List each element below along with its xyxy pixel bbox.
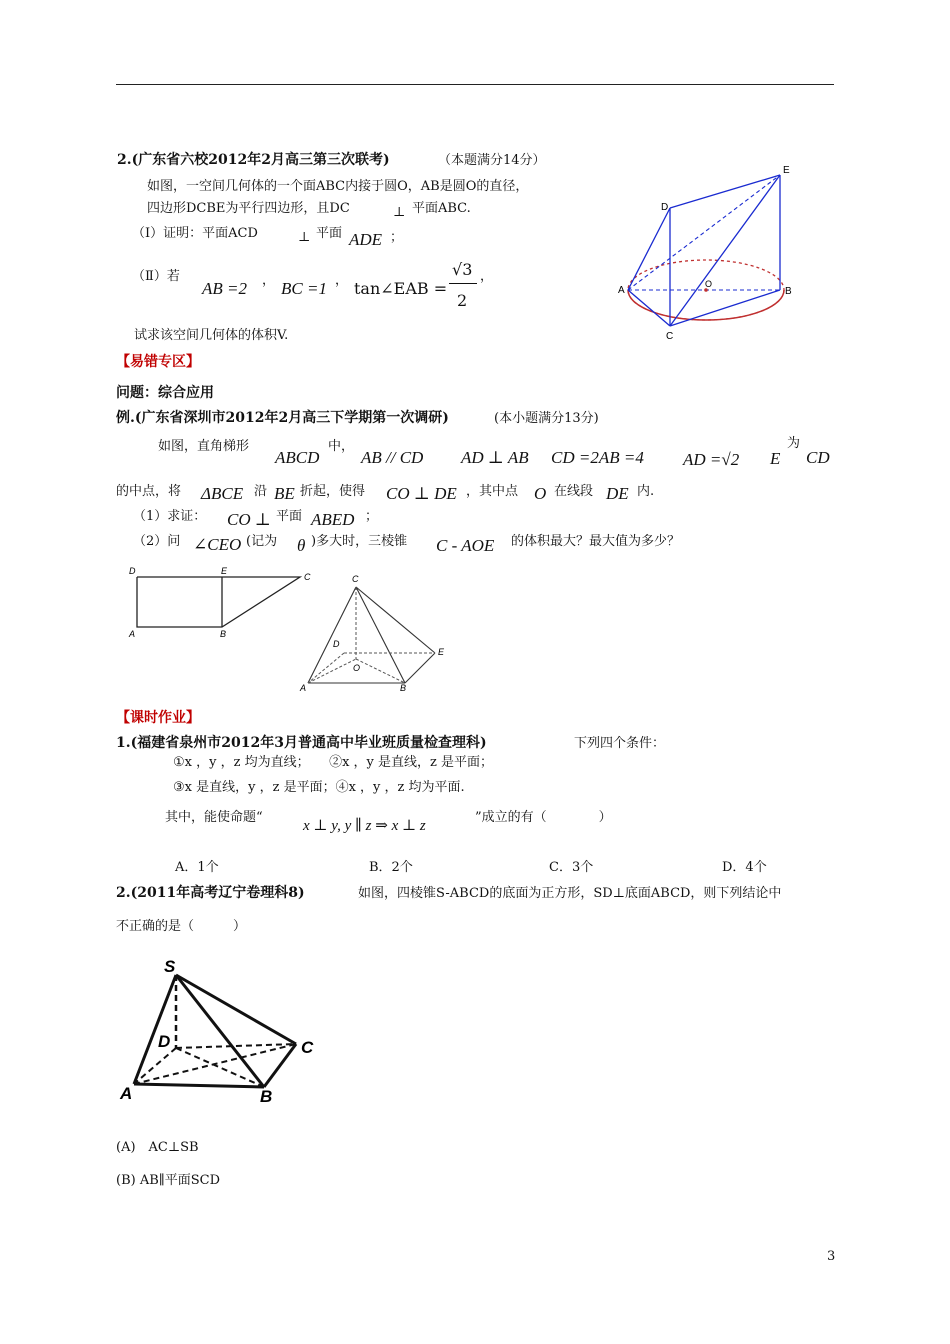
hw2-dc [176, 1044, 296, 1048]
trap-label-c: C [304, 572, 311, 582]
pyr-label-c: C [352, 574, 359, 584]
hw2-sa [134, 975, 176, 1084]
hw2-bc [264, 1044, 296, 1087]
hw1-heading: 1.(福建省泉州市2012年3月普通高中毕业班质量检查理科) [116, 735, 487, 751]
ex-p2d: 的体积最大？最大值为多少？ [511, 534, 681, 549]
section-homework: 【课时作业】 [116, 710, 200, 726]
ex-fold: 折起，使得 [300, 484, 366, 499]
q2-comma2: ， [335, 273, 349, 288]
topic-title: 问题：综合应用 [116, 385, 214, 401]
hw1-q-math: x ⊥ y, y ∥ z ⇒ x ⊥ z [303, 818, 426, 834]
q2-cond-bc: BC =1 [281, 279, 327, 298]
q2-comma1: ， [262, 273, 276, 288]
q2-fraction-bar [449, 283, 477, 284]
hw1-option-c: C．3个 [549, 860, 594, 875]
ex-o: O [534, 484, 547, 503]
ex-l1b: 中， [328, 439, 355, 454]
q2-plane-ade: ADE [349, 230, 383, 249]
hw2-label-d: D [158, 1032, 171, 1051]
ex-abcd: ABCD [275, 448, 320, 467]
hw1-option-d: D．4个 [722, 860, 767, 875]
fig-label-d: D [661, 202, 669, 213]
ex-l1a: 如图，直角梯形 [158, 439, 250, 454]
pyr-label-e: E [438, 647, 445, 657]
q2-comma3: ， [480, 269, 494, 284]
q2-den: 2 [457, 291, 468, 310]
hw1-option-a: A．1个 [175, 860, 219, 875]
ex-l2a: 的中点，将 [116, 484, 182, 499]
hw2-option-b: (B) AB∥平面SCD [116, 1173, 221, 1188]
pyr-label-a: A [300, 683, 307, 693]
hw1-q-a: 其中，能使命题“ [165, 810, 263, 825]
ex-theta: θ [297, 536, 306, 555]
q2-cond-tan: tan∠EAB = [354, 279, 448, 298]
hw2-option-a: (A) AC⊥SB [116, 1140, 199, 1155]
trap-label-a: A [129, 629, 136, 639]
ex-de: DE [606, 484, 629, 503]
ex-p2c: )多大时，三棱锥 [311, 534, 408, 549]
ex-be: BE [274, 484, 295, 503]
fig-label-b: B [785, 286, 792, 297]
trapezoid-outline [137, 577, 300, 627]
circle-o-front [628, 290, 784, 320]
edge-ad [628, 208, 670, 290]
ex-caoe: C - AOE [436, 536, 495, 555]
q2-sqrt3: √3 [452, 260, 473, 279]
example-score: (本小题满分13分) [494, 411, 599, 426]
ex-c4: AD =√2 [683, 450, 740, 469]
pyr-cb [356, 587, 405, 683]
q2-perp2: ⊥ [298, 230, 311, 245]
pyr-da [308, 653, 344, 683]
fig-label-c: C [666, 331, 674, 342]
ex-p1a: （1）求证： [133, 509, 207, 524]
ex-ceo: ∠CEO [193, 535, 242, 554]
section-error-zone: 【易错专区】 [116, 354, 200, 370]
ex-e: E [770, 449, 781, 468]
trapezoid-figure [125, 563, 320, 643]
pyramid-figure [296, 573, 456, 693]
fig-label-e: E [783, 165, 790, 176]
ex-mid: ，其中点 [466, 484, 519, 499]
hw2-text2: 不正确的是（ ） [116, 919, 247, 934]
hw2-db [176, 1048, 264, 1087]
q2-line2: 四边形DCBE为平行四边形，且DC [147, 201, 350, 216]
q2-cond-ab: AB =2 [202, 279, 247, 298]
fig-label-o: O [705, 279, 713, 289]
q2-part2: （Ⅱ）若 [132, 269, 180, 284]
ex-p1b: CO ⊥ [227, 510, 271, 529]
q2-last: 试求该空间几何体的体积V. [134, 328, 289, 343]
page-number: 3 [827, 1249, 836, 1264]
ex-c3: CD =2AB =4 [551, 448, 644, 467]
hw1-q-b: ”成立的有（ ） [475, 810, 612, 825]
ex-p1c: 平面 [276, 509, 303, 524]
edge-ae [628, 175, 780, 290]
hw2-heading: 2.(2011年高考辽宁卷理科8) [116, 885, 305, 901]
ex-nei: 内. [637, 484, 655, 499]
pyr-label-d: D [333, 639, 340, 649]
edge-de [670, 175, 780, 208]
q2-part1: （Ⅰ）证明：平面ACD [132, 226, 258, 241]
q2-perp: ⊥ [393, 205, 406, 220]
q2-heading: 2.(广东省六校2012年2月高三第三次联考) [117, 152, 390, 168]
hw2-label-b: B [260, 1087, 273, 1106]
example-heading: 例.(广东省深圳市2012年2月高三下学期第一次调研) [116, 410, 449, 426]
hw2-ab [134, 1084, 264, 1087]
pyr-label-b: B [400, 683, 407, 693]
pyr-be [405, 653, 435, 683]
ex-cd: CD [806, 448, 830, 467]
hw1-intro: 下列四个条件： [574, 736, 666, 751]
pyr-ob [356, 659, 405, 683]
hw2-sb [176, 975, 264, 1087]
edge-ce [670, 175, 780, 326]
hw2-text: 如图，四棱锥S-ABCD的底面为正方形，SD⊥底面ABCD，则下列结论中 [358, 886, 782, 901]
pyr-label-o: O [353, 663, 361, 673]
q2-figure [612, 155, 812, 345]
ex-p1end: ； [365, 509, 379, 524]
ex-code: CO ⊥ DE [386, 484, 457, 503]
q2-score: （本题满分14分） [438, 153, 546, 168]
ex-p2b: (记为 [246, 534, 278, 549]
ex-p2a: （2）问 [133, 534, 181, 549]
hw1-row2: ③x 是直线，y ，z 是平面；④x ，y ，z 均为平面. [173, 780, 465, 795]
header-rule [116, 84, 834, 85]
pyr-ce [356, 587, 435, 653]
q2-part1b: 平面 [316, 226, 343, 241]
ex-yan: 沿 [254, 484, 268, 499]
ex-c1: AB // CD [361, 448, 424, 467]
ex-abed: ABED [311, 510, 355, 529]
trap-label-d: D [129, 566, 136, 576]
q2-line1: 如图，一空间几何体的一个面ABC内接于圆O，AB是圆O的直径， [147, 179, 529, 194]
trap-label-e: E [221, 566, 228, 576]
hw1-option-b: B．2个 [369, 860, 413, 875]
hw2-label-s: S [164, 957, 176, 976]
hw2-figure [112, 950, 327, 1110]
ex-c2: AD ⊥ AB [461, 448, 529, 467]
fig-label-a: A [618, 285, 625, 296]
trap-label-b: B [220, 629, 227, 639]
hw2-sc [176, 975, 296, 1044]
q2-line2b: 平面ABC. [412, 201, 471, 216]
edge-ac [628, 290, 670, 326]
ex-on: 在线段 [554, 484, 594, 499]
pyr-ca [308, 587, 356, 683]
ex-tri: ΔBCE [201, 484, 244, 503]
q2-part1-end: ； [390, 230, 404, 245]
hw1-row1: ①x ，y ，z 均为直线； ②x ，y 是直线，z 是平面； [173, 755, 493, 770]
hw2-label-c: C [301, 1038, 314, 1057]
edge-cb [670, 290, 780, 326]
hw2-label-a: A [120, 1084, 133, 1103]
ex-wei: 为 [787, 436, 801, 451]
